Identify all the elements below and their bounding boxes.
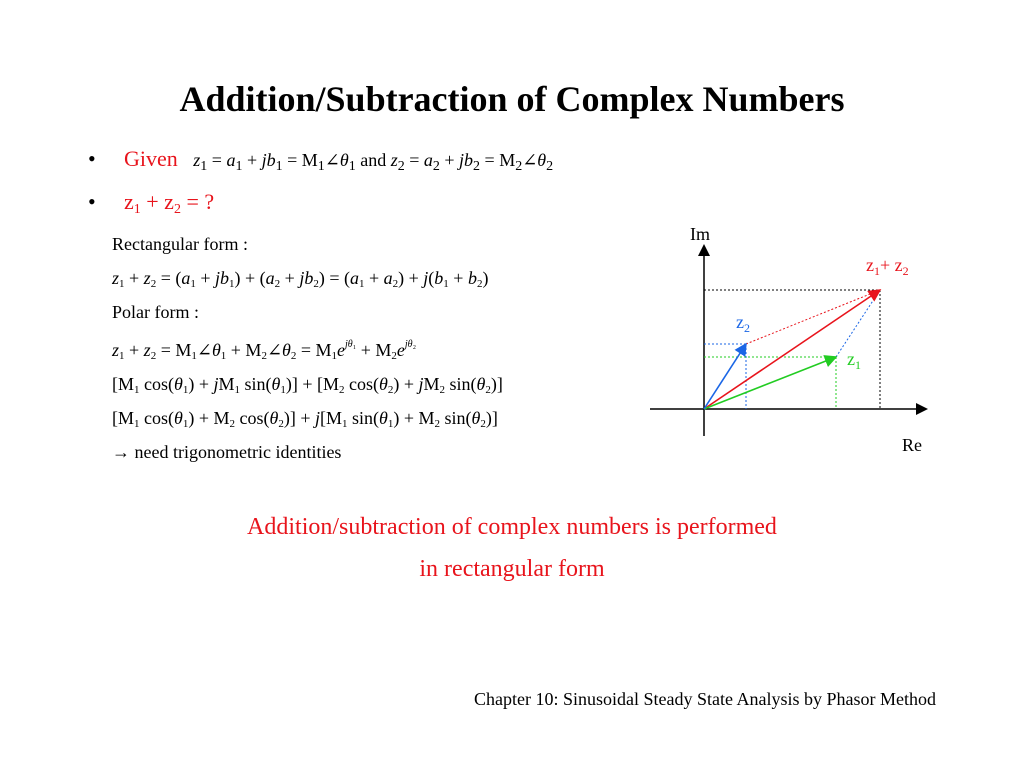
bullet-given xyxy=(88,146,553,172)
im-label: Im xyxy=(690,224,710,244)
z1-label: $z_1$ xyxy=(847,349,861,372)
phasor-diagram xyxy=(640,218,940,458)
bullet-marker: • xyxy=(88,189,96,214)
re-label: Re xyxy=(902,435,922,455)
rect-heading: Rectangular form : xyxy=(112,234,248,254)
slide-footer: Chapter 10: Sinusoidal Steady State Analysis by Phasor Method xyxy=(474,689,936,709)
bullet-question xyxy=(88,189,214,215)
sum-label: $z_1+ z_2$ xyxy=(866,255,909,278)
polar-expand-2: [$M_1$ $\cos(\theta_1) + M_2$ $\cos(\theta_2)] + j[M_1$ $\sin(\theta_1) + M_2$ $\sin(\theta_2)$] xyxy=(112,408,498,430)
conclusion-line-2: in rectangular form xyxy=(419,556,605,582)
conclusion-line-1: Addition/subtraction of complex numbers is performed xyxy=(247,514,777,540)
bullet-marker: • xyxy=(88,146,96,171)
trig-note: → need trigonometric identities xyxy=(112,442,342,462)
guide-parallelogram-right xyxy=(836,290,880,357)
rect-equation: $z_1 + z_2 = (a_1 + jb_1) + (a_2 + jb_2) = (a_1 + a_2) + j(b_1 + b_2)$ xyxy=(112,268,489,290)
z2-label: $z_2$ xyxy=(736,312,750,335)
question-text: $z_1 + z_2$ = ? xyxy=(124,189,215,217)
polar-equation: $z_1 + z_2$ = $M_1\angle\theta_1$ + $M_2\angle\theta_2 = M_1e^{j\theta_1} + M_2e^{j\theta_2}$ xyxy=(112,339,417,362)
slide-title: Addition/Subtraction of Complex Numbers xyxy=(179,79,845,119)
given-label: Given xyxy=(124,146,178,171)
polar-heading: Polar form : xyxy=(112,302,199,322)
z2-vector xyxy=(704,344,746,409)
polar-expand-1: [$M_1$ $\cos(\theta_1) + jM_1$ $\sin(\theta_1)] + [M_2$ $\cos(\theta_2) + jM_2$ $\sin(\theta_2)$] xyxy=(112,374,503,396)
given-equation: $z_1 = a_1 + jb_1$ = $M_1\angle\theta_1$ and $z_2 = a_2 + jb_2$ = $M_2\angle\theta_2$ xyxy=(193,150,554,174)
